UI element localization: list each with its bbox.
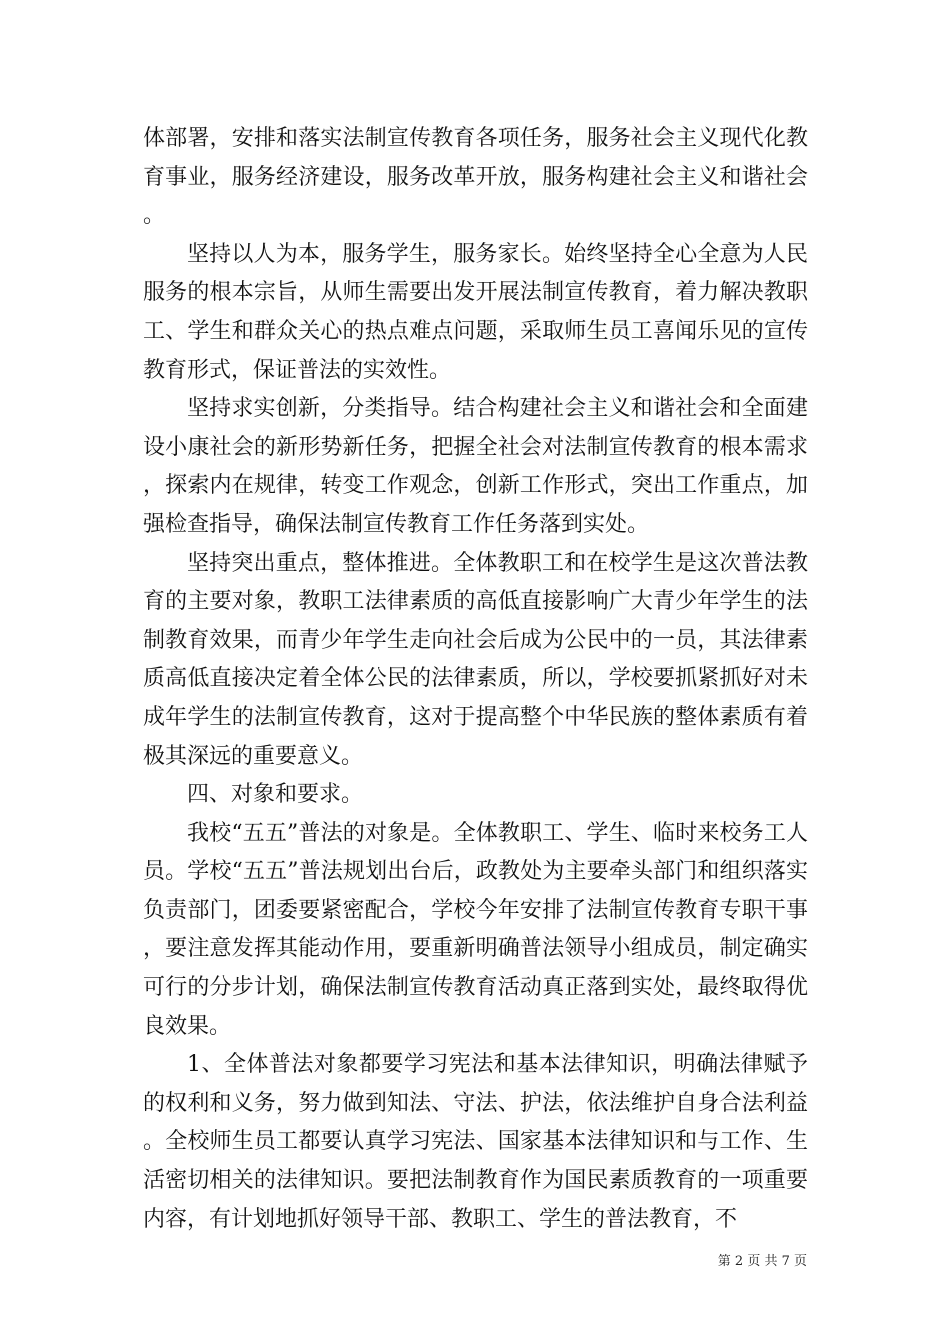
document-body [143,120,808,1239]
paragraph-key-points: 坚持突出重点，整体推进。全体教职工和在校学生是这次普法教育的主要对象，教职工法律素质的高低直接影响广大青少年学生的法制教育效果，而青少年学生走向社会后成为公民中的一员，其法律素质高低直接决定着全体公民的法律素质，所以，学校要抓紧抓好对未成年学生的法制宣传教育，这对于提高整个中华民族的整体素质有着极其深远的重要意义。 [143,550,808,769]
section-heading-objects: 四、对象和要求。 [187,782,364,808]
paragraph-objects: 我校“五五”普法的对象是。全体教职工、学生、临时来校务工人员。学校“五五”普法规划出台后，政教处为主要牵头部门和组织落实负责部门，团委要紧密配合，学校今年安排了法制宣传教育专职干事，要注意发挥其能动作用，要重新明确普法领导小组成员，制定确实可行的分步计划，确保法制宣传教育活动真正落到实处，最终取得优良效果。 [143,820,808,1039]
paragraph-people-oriented: 坚持以人为本，服务学生，服务家长。始终坚持全心全意为人民服务的根本宗旨，从师生需要出发开展法制宣传教育，着力解决教职工、学生和群众关心的热点难点问题，采取师生员工喜闻乐见的宣传教育形式，保证普法的实效性。 [143,241,808,383]
paragraph-innovation: 坚持求实创新，分类指导。结合构建社会主义和谐社会和全面建设小康社会的新形势新任务，把握全社会对法制宣传教育的根本需求，探索内在规律，转变工作观念，创新工作形式，突出工作重点，加强检查指导，确保法制宣传教育工作任务落到实处。 [143,396,808,537]
paragraph-continued: 体部署，安排和落实法制宣传教育各项任务，服务社会主义现代化教育事业，服务经济建设，服务改革开放，服务构建社会主义和谐社会。 [143,126,808,229]
page-number: 第 2 页 共 7 页 [717,1254,807,1269]
paragraph-requirement-1: 1、全体普法对象都要学习宪法和基本法律知识，明确法律赋予的权利和义务，努力做到知法、守法、护法，依法维护自身合法利益。全校师生员工都要认真学习宪法、国家基本法律知识和与工作、生活密切相关的法律知识。要把法制教育作为国民素质教育的一项重要内容，有计划地抓好领导干部、教职工、学生的普法教育，不 [143,1052,808,1232]
